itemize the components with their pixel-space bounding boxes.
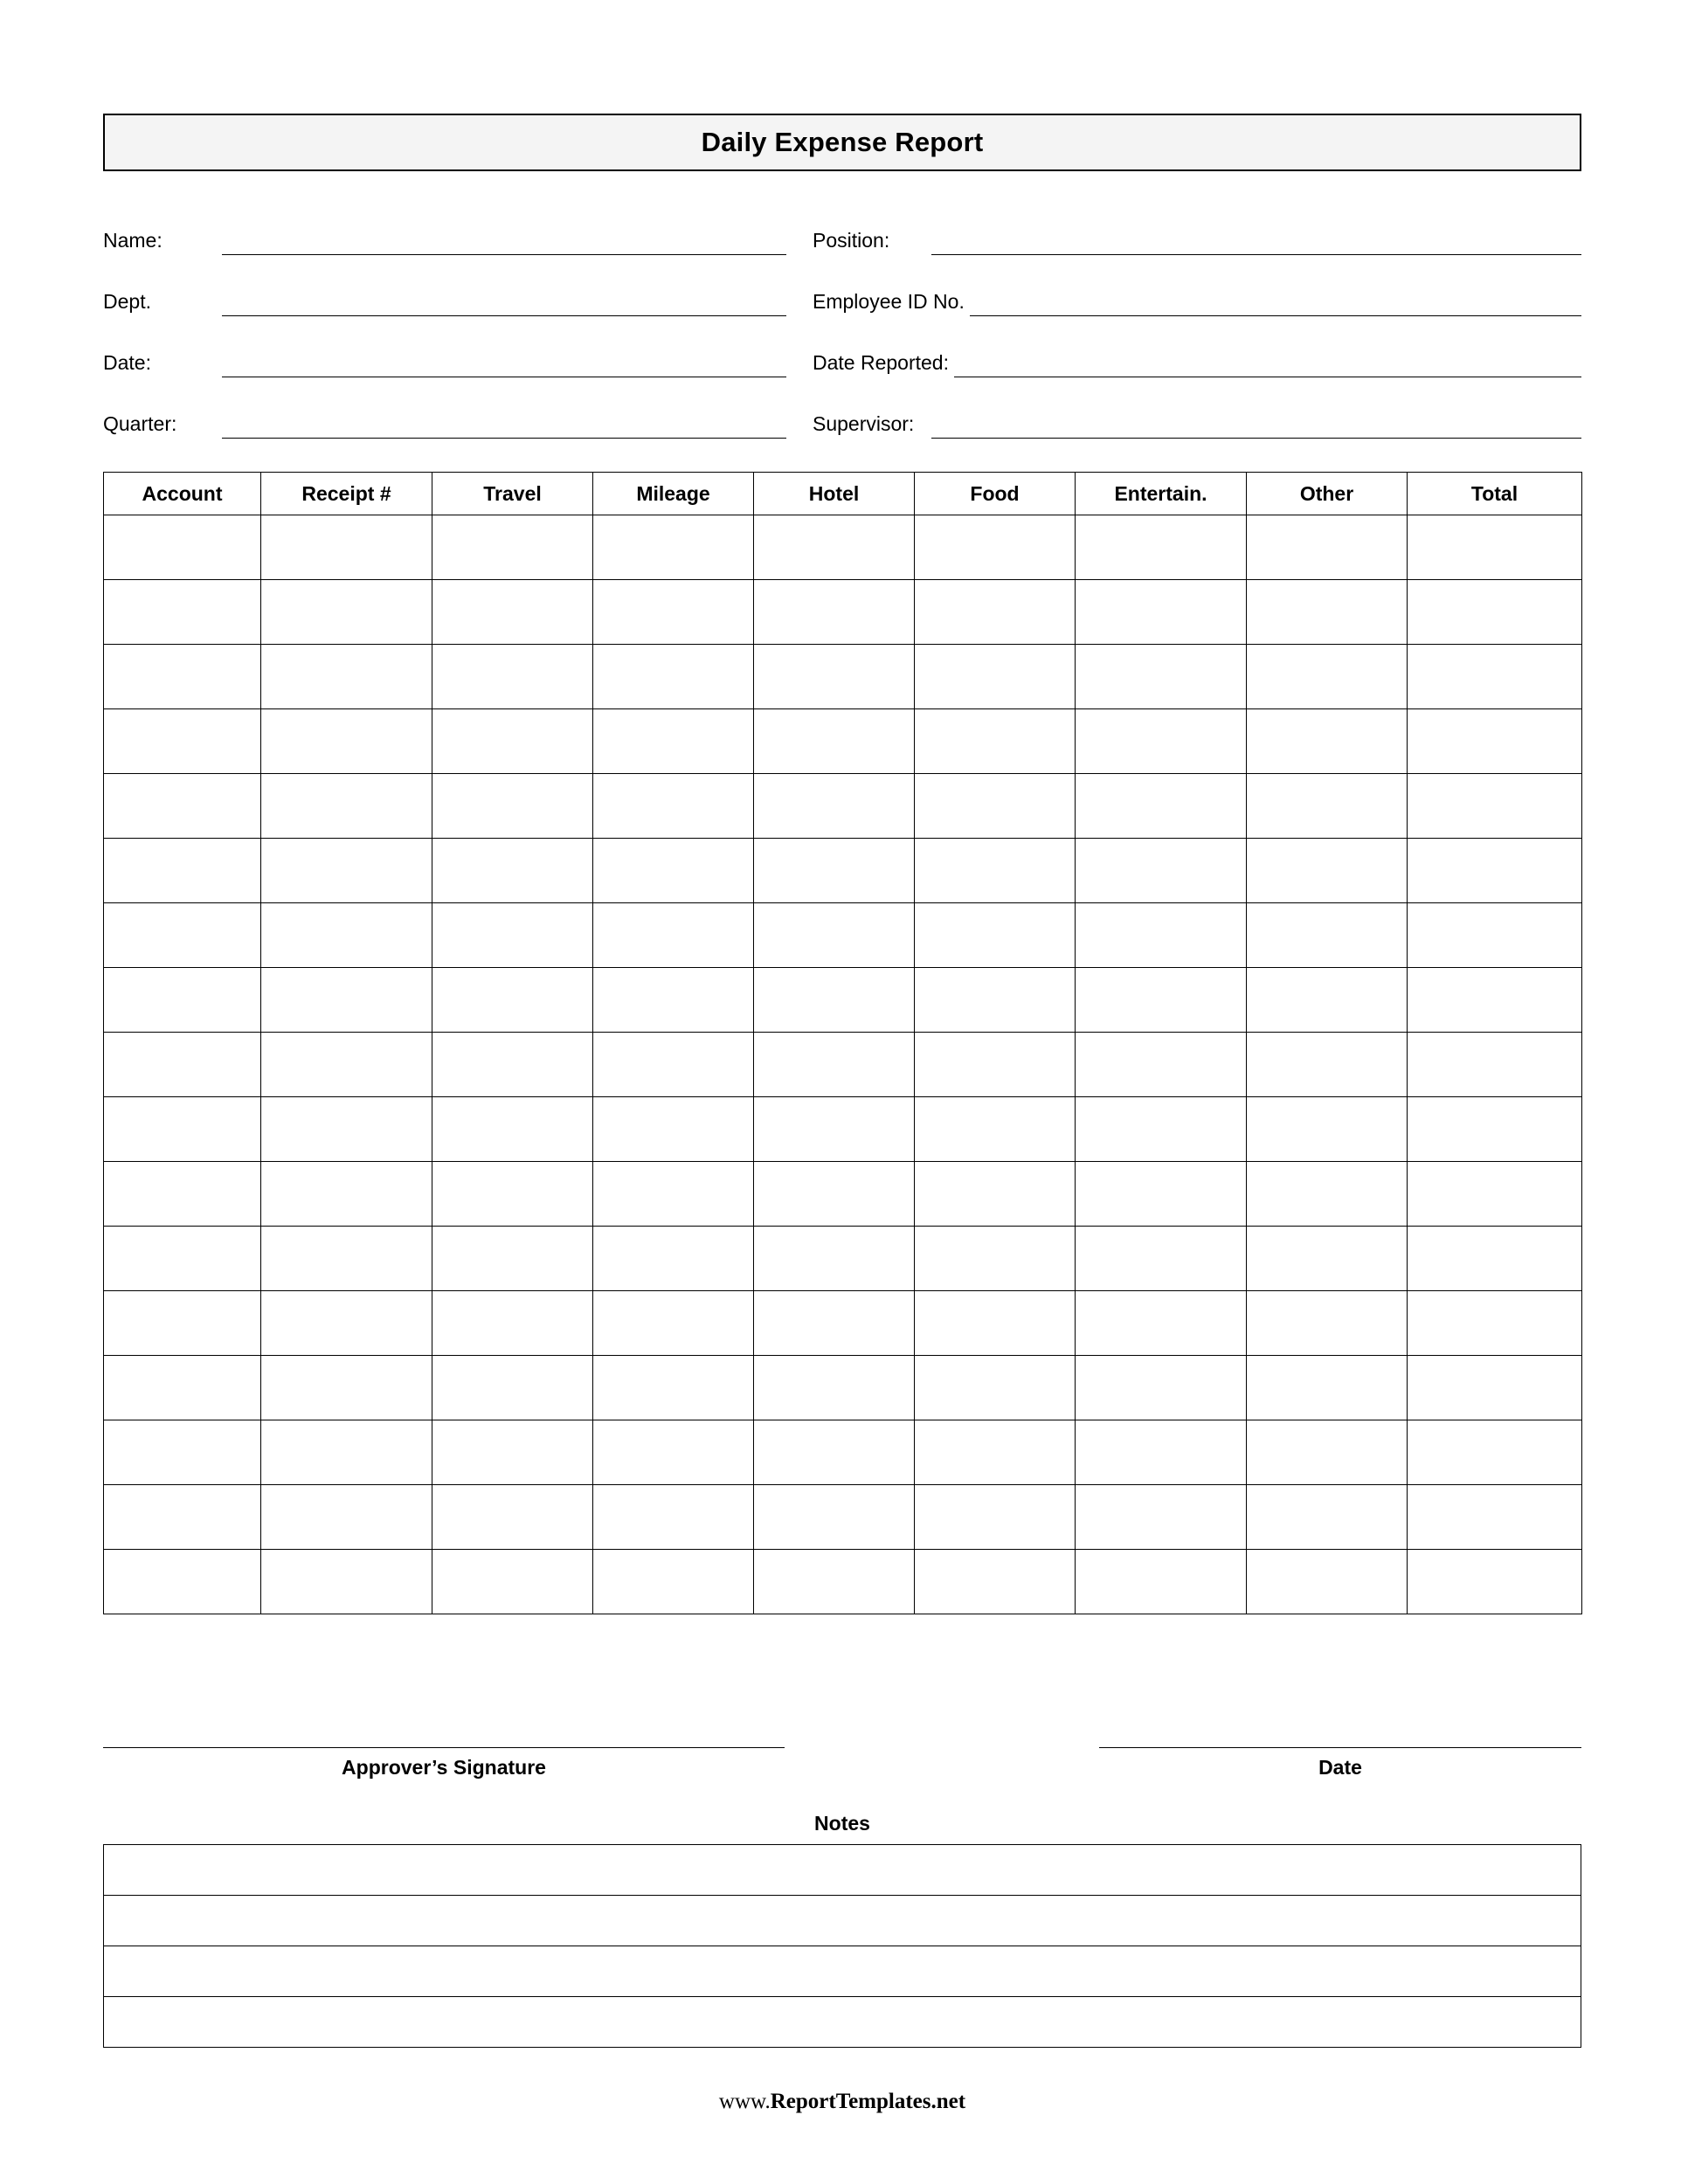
table-cell[interactable]: [1076, 709, 1247, 774]
table-cell[interactable]: [915, 709, 1076, 774]
field-position-label: Position:: [813, 229, 890, 252]
table-cell[interactable]: [261, 1550, 432, 1614]
table-cell[interactable]: [1408, 1356, 1582, 1420]
table-cell[interactable]: [1076, 1420, 1247, 1485]
signature-area: [103, 1716, 1581, 1800]
table-cell[interactable]: [754, 1291, 915, 1356]
notes-row: [104, 1845, 1581, 1896]
field-quarter-label: Quarter:: [103, 412, 177, 435]
table-cell[interactable]: [1247, 1550, 1408, 1614]
table-cell[interactable]: [261, 709, 432, 774]
table-cell[interactable]: [432, 1033, 593, 1097]
table-cell[interactable]: [432, 1420, 593, 1485]
table-cell[interactable]: [1076, 645, 1247, 709]
expense-report-sheet: [103, 114, 1581, 2114]
table-cell[interactable]: [1076, 580, 1247, 645]
approver-signature-input[interactable]: [103, 1747, 785, 1748]
table-cell[interactable]: [593, 1485, 754, 1550]
notes-table-body: [104, 1845, 1581, 2048]
column-header-travel: Travel: [432, 473, 593, 515]
table-cell[interactable]: [104, 1097, 261, 1162]
info-row: [103, 255, 1581, 316]
table-cell[interactable]: [593, 1097, 754, 1162]
table-cell[interactable]: [432, 774, 593, 839]
table-cell[interactable]: [754, 1033, 915, 1097]
table-cell[interactable]: [104, 515, 261, 580]
table-cell[interactable]: [915, 774, 1076, 839]
table-cell[interactable]: [261, 1485, 432, 1550]
table-cell[interactable]: [1247, 1420, 1408, 1485]
table-cell[interactable]: [593, 580, 754, 645]
table-cell[interactable]: [754, 903, 915, 968]
table-cell[interactable]: [754, 580, 915, 645]
table-cell[interactable]: [1247, 774, 1408, 839]
field-employee-id: [813, 290, 1581, 316]
table-cell[interactable]: [261, 645, 432, 709]
table-cell[interactable]: [593, 839, 754, 903]
table-cell[interactable]: [261, 1033, 432, 1097]
table-cell[interactable]: [593, 1550, 754, 1614]
table-cell[interactable]: [104, 1485, 261, 1550]
table-cell[interactable]: [104, 1227, 261, 1291]
table-cell[interactable]: [104, 968, 261, 1033]
notes-table: [103, 1844, 1581, 2048]
table-cell[interactable]: [261, 1356, 432, 1420]
table-cell[interactable]: [915, 515, 1076, 580]
table-cell[interactable]: [261, 968, 432, 1033]
column-header-other: Other: [1247, 473, 1408, 515]
table-cell[interactable]: [104, 1550, 261, 1614]
table-cell[interactable]: [593, 1356, 754, 1420]
field-supervisor-label: Supervisor:: [813, 412, 915, 435]
table-cell[interactable]: [593, 903, 754, 968]
table-cell[interactable]: [754, 645, 915, 709]
field-quarter: [103, 412, 813, 439]
table-cell[interactable]: [915, 1291, 1076, 1356]
table-cell[interactable]: [1247, 1033, 1408, 1097]
field-supervisor: [813, 412, 1581, 439]
table-cell[interactable]: [915, 1097, 1076, 1162]
table-cell[interactable]: [432, 709, 593, 774]
notes-row: [104, 1896, 1581, 1946]
table-row: [104, 645, 1582, 709]
table-cell[interactable]: [432, 1356, 593, 1420]
table-cell[interactable]: [915, 580, 1076, 645]
field-name: [103, 229, 813, 255]
table-cell[interactable]: [1247, 839, 1408, 903]
table-cell[interactable]: [104, 1356, 261, 1420]
table-row: [104, 1550, 1582, 1614]
field-position-input[interactable]: [931, 232, 1581, 255]
table-cell[interactable]: [593, 1227, 754, 1291]
table-cell[interactable]: [1408, 1033, 1582, 1097]
table-row: [104, 1420, 1582, 1485]
table-cell[interactable]: [754, 968, 915, 1033]
table-cell[interactable]: [104, 903, 261, 968]
table-cell[interactable]: [1247, 968, 1408, 1033]
table-cell[interactable]: [915, 903, 1076, 968]
table-cell[interactable]: [261, 1097, 432, 1162]
table-row: [104, 1162, 1582, 1227]
table-cell[interactable]: [432, 645, 593, 709]
table-row: [104, 580, 1582, 645]
table-row: [104, 903, 1582, 968]
table-row: [104, 1291, 1582, 1356]
table-cell[interactable]: [593, 645, 754, 709]
footer-url-prefix: www.: [718, 2090, 771, 2113]
table-cell[interactable]: [1076, 1485, 1247, 1550]
table-cell[interactable]: [593, 774, 754, 839]
table-cell[interactable]: [1247, 515, 1408, 580]
info-row: [103, 194, 1581, 255]
table-row: [104, 1033, 1582, 1097]
notes-row: [104, 1946, 1581, 1997]
table-cell[interactable]: [1408, 774, 1582, 839]
table-cell[interactable]: [1408, 1550, 1582, 1614]
table-cell[interactable]: [915, 1485, 1076, 1550]
table-cell[interactable]: [104, 1420, 261, 1485]
table-cell[interactable]: [593, 1162, 754, 1227]
field-date-reported-input[interactable]: [954, 354, 1581, 377]
table-cell[interactable]: [1076, 1550, 1247, 1614]
notes-line-input[interactable]: [104, 1946, 1581, 1997]
notes-title: Notes: [814, 1812, 870, 1835]
info-row: [103, 316, 1581, 377]
table-cell[interactable]: [915, 1227, 1076, 1291]
field-name-input[interactable]: [222, 232, 786, 255]
table-row: [104, 1356, 1582, 1420]
report-title-bar: [103, 114, 1581, 171]
table-cell[interactable]: [1408, 1291, 1582, 1356]
notes-line-input[interactable]: [104, 1845, 1581, 1896]
table-cell[interactable]: [432, 839, 593, 903]
table-cell[interactable]: [754, 774, 915, 839]
column-header-food: Food: [915, 473, 1076, 515]
table-cell[interactable]: [1247, 1485, 1408, 1550]
notes-line-input[interactable]: [104, 1896, 1581, 1946]
table-cell[interactable]: [915, 1420, 1076, 1485]
table-cell[interactable]: [261, 1227, 432, 1291]
table-cell[interactable]: [915, 645, 1076, 709]
table-cell[interactable]: [261, 1162, 432, 1227]
table-cell[interactable]: [915, 1033, 1076, 1097]
field-date: [103, 351, 813, 377]
table-cell[interactable]: [754, 1420, 915, 1485]
field-date-reported: [813, 351, 1581, 377]
field-dept-label: Dept.: [103, 290, 151, 313]
field-name-label: Name:: [103, 229, 163, 252]
table-cell[interactable]: [915, 1550, 1076, 1614]
table-cell[interactable]: [104, 839, 261, 903]
table-cell[interactable]: [915, 839, 1076, 903]
table-cell[interactable]: [1076, 903, 1247, 968]
field-supervisor-input[interactable]: [931, 415, 1581, 439]
table-cell[interactable]: [754, 839, 915, 903]
column-header-account: Account: [104, 473, 261, 515]
signature-date-label: Date: [1318, 1756, 1362, 1779]
table-cell[interactable]: [1076, 1356, 1247, 1420]
table-cell[interactable]: [432, 1291, 593, 1356]
table-cell[interactable]: [432, 1550, 593, 1614]
approver-signature-label: Approver’s Signature: [342, 1756, 546, 1779]
table-cell[interactable]: [754, 1227, 915, 1291]
table-row: [104, 1485, 1582, 1550]
table-cell[interactable]: [754, 515, 915, 580]
field-date-input[interactable]: [222, 354, 786, 377]
table-cell[interactable]: [1408, 903, 1582, 968]
expense-table-body: [104, 515, 1582, 1614]
table-cell[interactable]: [261, 774, 432, 839]
field-dept-input[interactable]: [222, 293, 786, 316]
table-cell[interactable]: [1408, 1420, 1582, 1485]
table-cell[interactable]: [261, 515, 432, 580]
table-row: [104, 709, 1582, 774]
table-cell[interactable]: [1247, 709, 1408, 774]
table-cell[interactable]: [261, 1291, 432, 1356]
column-header-mileage: Mileage: [593, 473, 754, 515]
expense-table: [103, 472, 1582, 1614]
table-cell[interactable]: [432, 903, 593, 968]
table-cell[interactable]: [1408, 580, 1582, 645]
table-cell[interactable]: [915, 968, 1076, 1033]
footer: [103, 2090, 1581, 2114]
table-row: [104, 515, 1582, 580]
table-header-row: [104, 473, 1582, 515]
field-date-reported-label: Date Reported:: [813, 351, 949, 374]
table-cell[interactable]: [104, 645, 261, 709]
table-row: [104, 839, 1582, 903]
table-cell[interactable]: [432, 1162, 593, 1227]
table-cell[interactable]: [1076, 839, 1247, 903]
table-cell[interactable]: [104, 774, 261, 839]
table-cell[interactable]: [1247, 645, 1408, 709]
table-cell[interactable]: [1076, 1097, 1247, 1162]
table-cell[interactable]: [1408, 1097, 1582, 1162]
table-row: [104, 1097, 1582, 1162]
expense-table-wrap: [103, 472, 1581, 1614]
table-cell[interactable]: [1076, 968, 1247, 1033]
field-dept: [103, 290, 813, 316]
column-header-receipt: Receipt #: [261, 473, 432, 515]
table-cell[interactable]: [1247, 1227, 1408, 1291]
table-cell[interactable]: [1247, 1291, 1408, 1356]
table-cell[interactable]: [1076, 515, 1247, 580]
table-cell[interactable]: [593, 1291, 754, 1356]
table-cell[interactable]: [754, 1356, 915, 1420]
table-cell[interactable]: [1076, 1227, 1247, 1291]
table-cell[interactable]: [1247, 1097, 1408, 1162]
table-cell[interactable]: [104, 1162, 261, 1227]
table-cell[interactable]: [1247, 580, 1408, 645]
table-cell[interactable]: [593, 968, 754, 1033]
table-cell[interactable]: [261, 903, 432, 968]
table-cell[interactable]: [593, 515, 754, 580]
table-cell[interactable]: [432, 1097, 593, 1162]
table-cell[interactable]: [1408, 515, 1582, 580]
field-position: [813, 229, 1581, 255]
table-row: [104, 774, 1582, 839]
field-quarter-input[interactable]: [222, 415, 786, 439]
table-cell[interactable]: [915, 1356, 1076, 1420]
table-cell[interactable]: [1076, 1162, 1247, 1227]
table-cell[interactable]: [754, 1485, 915, 1550]
table-cell[interactable]: [261, 1420, 432, 1485]
page-title: Daily Expense Report: [701, 127, 984, 157]
field-employee-id-input[interactable]: [970, 293, 1581, 316]
table-cell[interactable]: [754, 1550, 915, 1614]
table-row: [104, 1227, 1582, 1291]
column-header-total: Total: [1408, 473, 1582, 515]
table-cell[interactable]: [432, 1227, 593, 1291]
table-cell[interactable]: [1076, 1033, 1247, 1097]
table-cell[interactable]: [1408, 709, 1582, 774]
table-cell[interactable]: [915, 1162, 1076, 1227]
notes-row: [104, 1997, 1581, 2048]
table-cell[interactable]: [1408, 1162, 1582, 1227]
table-cell[interactable]: [432, 1485, 593, 1550]
table-cell[interactable]: [1408, 645, 1582, 709]
table-cell[interactable]: [593, 1420, 754, 1485]
field-employee-id-label: Employee ID No.: [813, 290, 965, 313]
table-cell[interactable]: [261, 580, 432, 645]
field-date-label: Date:: [103, 351, 151, 374]
table-cell[interactable]: [754, 1162, 915, 1227]
info-row: [103, 377, 1581, 439]
table-cell[interactable]: [593, 709, 754, 774]
table-cell[interactable]: [754, 709, 915, 774]
table-cell[interactable]: [1408, 1227, 1582, 1291]
table-cell[interactable]: [104, 1033, 261, 1097]
table-cell[interactable]: [1408, 1485, 1582, 1550]
table-cell[interactable]: [1247, 1356, 1408, 1420]
column-header-hotel: Hotel: [754, 473, 915, 515]
table-cell[interactable]: [1076, 774, 1247, 839]
table-cell[interactable]: [104, 1291, 261, 1356]
table-cell[interactable]: [1247, 903, 1408, 968]
signature-date-input[interactable]: [1099, 1747, 1581, 1748]
table-row: [104, 968, 1582, 1033]
table-cell[interactable]: [1076, 1291, 1247, 1356]
table-cell[interactable]: [432, 580, 593, 645]
table-cell[interactable]: [432, 515, 593, 580]
table-cell[interactable]: [1408, 839, 1582, 903]
table-cell[interactable]: [261, 839, 432, 903]
notes-line-input[interactable]: [104, 1997, 1581, 2048]
table-cell[interactable]: [1408, 968, 1582, 1033]
footer-brand: ReportTemplates.net: [770, 2090, 966, 2113]
table-cell[interactable]: [754, 1097, 915, 1162]
employee-info-block: [103, 194, 1581, 439]
table-cell[interactable]: [104, 580, 261, 645]
table-cell[interactable]: [432, 968, 593, 1033]
table-cell[interactable]: [593, 1033, 754, 1097]
table-cell[interactable]: [104, 709, 261, 774]
column-header-entertain: Entertain.: [1076, 473, 1247, 515]
table-cell[interactable]: [1247, 1162, 1408, 1227]
